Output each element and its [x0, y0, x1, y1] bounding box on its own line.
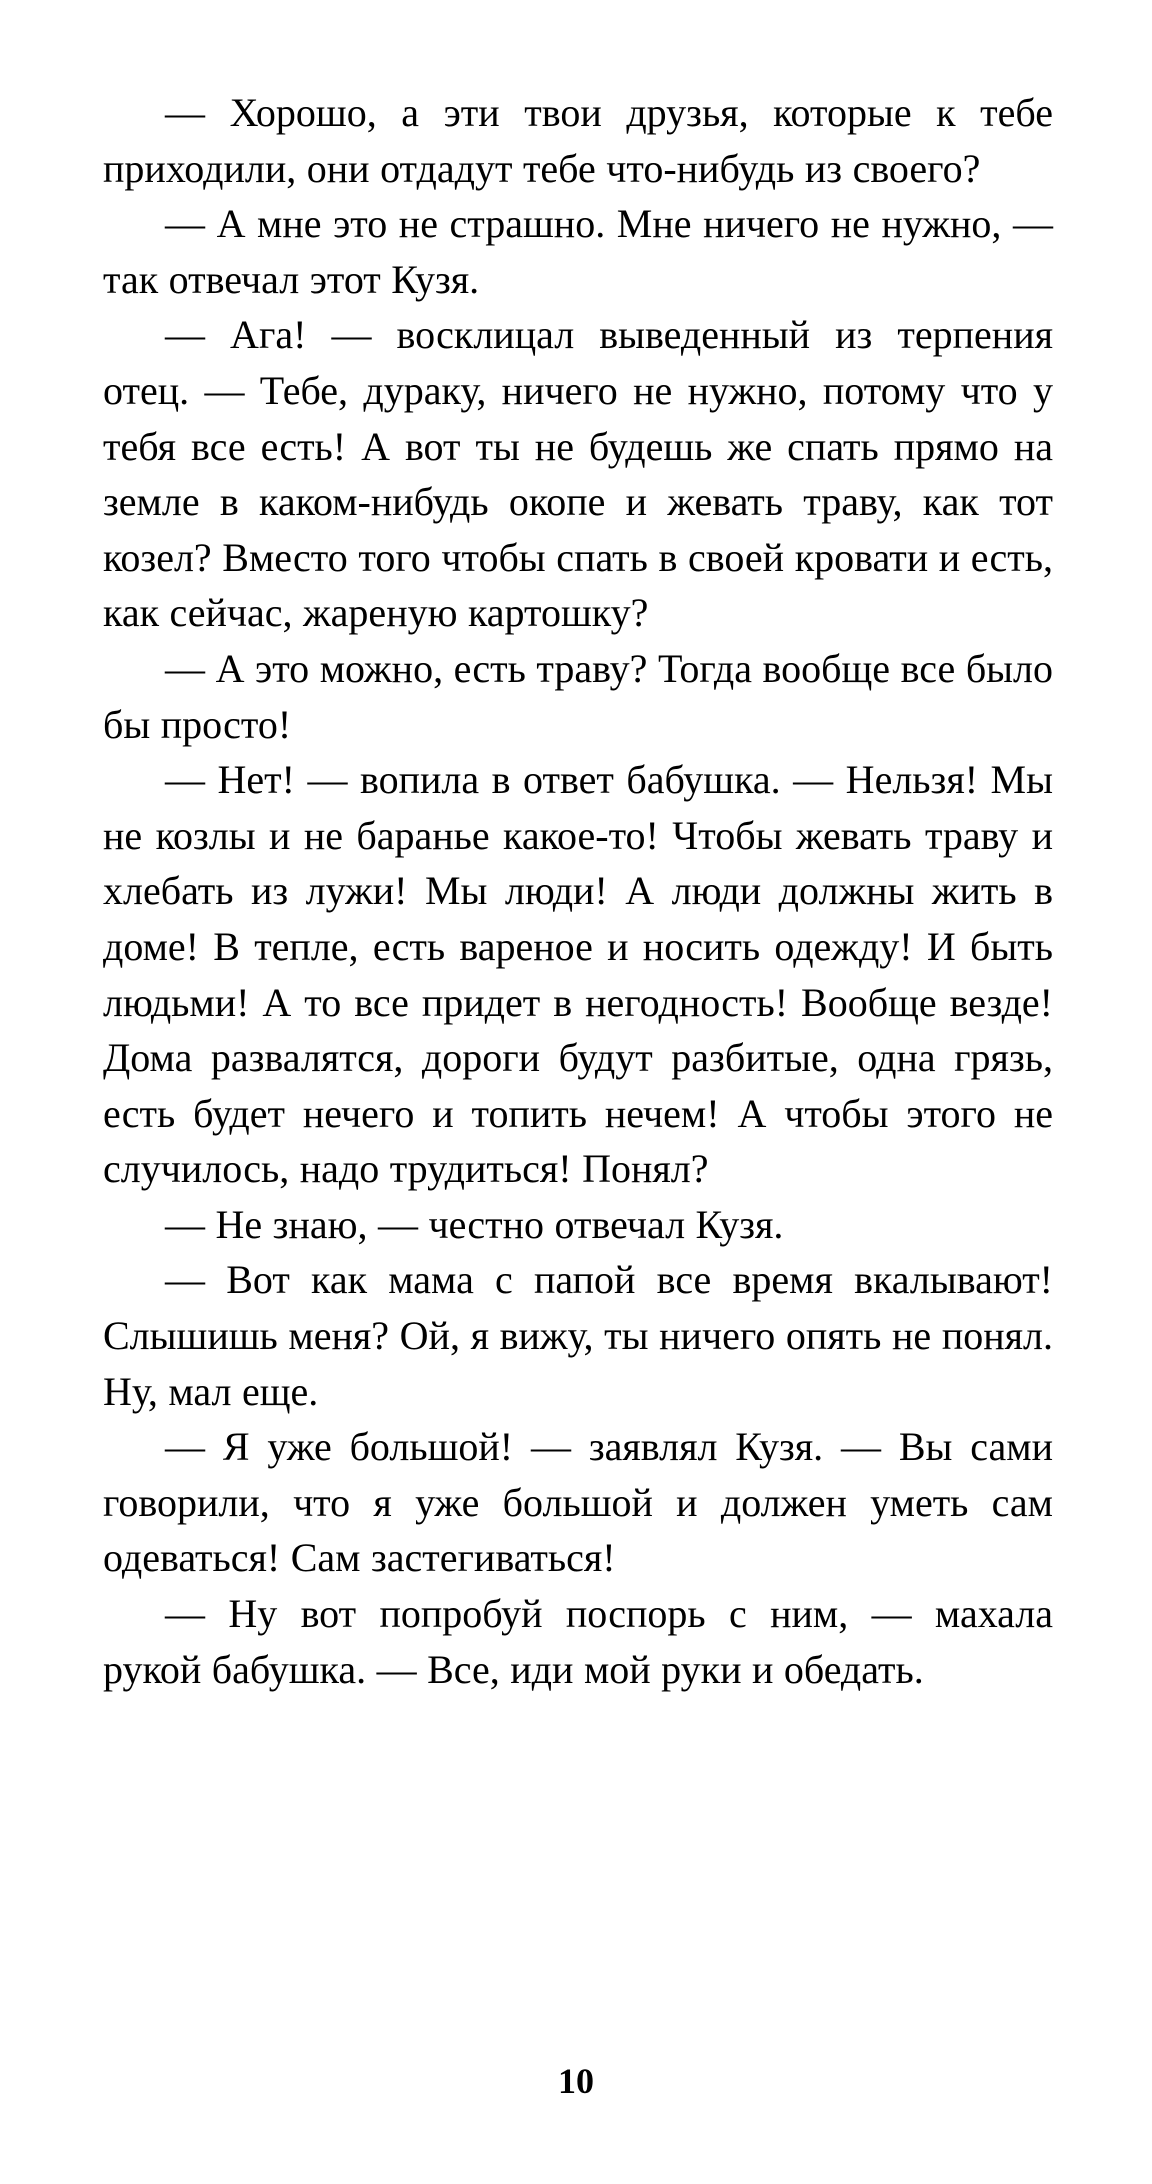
- paragraph-6: — Не знаю, — честно отвечал Кузя.: [165, 1201, 784, 1247]
- paragraph-2: — А мне это не страшно. Мне ничего не нужно, — так отвечал этот Кузя.: [103, 201, 1053, 302]
- paragraph-9: — Ну вот попробуй поспорь с ним, — махала рукой бабушка. — Все, иди мой руки и обедать.: [103, 1591, 1053, 1692]
- paragraph-7: — Вот как мама с папой все время вкалывают! Слышишь меня? Ой, я вижу, ты ничего опять не понял. Ну, мал еще.: [103, 1257, 1053, 1414]
- paragraph-8: — Я уже большой! — заявлял Кузя. — Вы сами говорили, что я уже большой и должен уметь сам одеваться! Сам застегиваться!: [103, 1424, 1053, 1581]
- page-body: [103, 85, 1053, 1697]
- page-number: 10: [558, 2061, 594, 2101]
- paragraph-4: — А это можно, есть траву? Тогда вообще все было бы просто!: [103, 645, 1053, 747]
- paragraph-1: — Хорошо, а эти твои друзья, которые к тебе приходили, они отдадут тебе что-нибудь из своего?: [103, 90, 1053, 191]
- paragraph-3: — Ага! — восклицал выведенный из терпения отец. — Тебе, дураку, ничего не нужно, потому что у тебя все есть! А вот ты не будешь же спать прямо на земле в каком-нибудь окопе и жевать траву, как тот козел? Вместо того чтобы спать в своей кровати и есть, как сейчас, жареную картошку?: [103, 312, 1053, 636]
- paragraph-5: — Нет! — вопила в ответ бабушка. — Нельзя! Мы не козлы и не баранье какое-то! Чтобы жевать траву и хлебать из лужи! Мы люди! А люди должны жить в доме! В тепле, есть вареное и носить одежду! И быть людьми! А то все придет в негодность! Вообще везде! Дома развалятся, дороги будут разбитые, одна грязь, есть будет нечего и топить нечем! А чтобы этого не случилось, надо трудиться! Понял?: [103, 757, 1053, 1192]
